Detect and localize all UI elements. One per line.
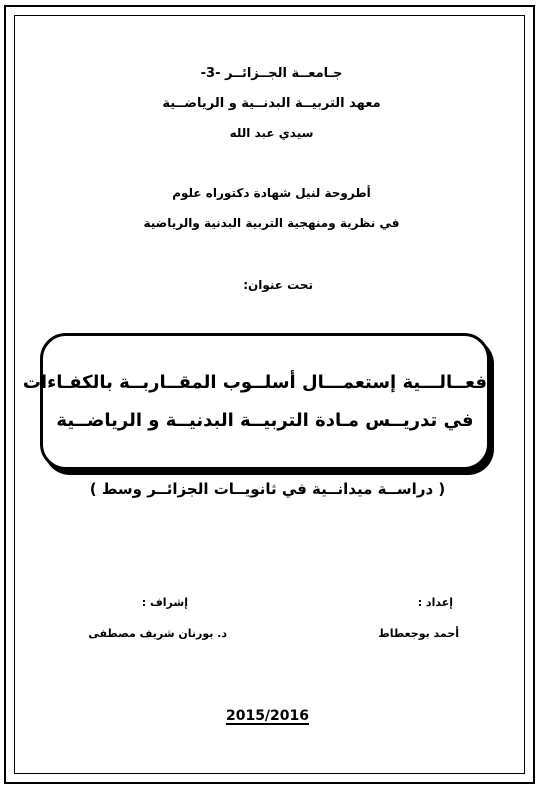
academic-year-text: 2015/2016 [225, 708, 310, 724]
university-name: جـامعــة الجــزائــر -3- [200, 66, 343, 81]
prepared-by-label: إعداد : [417, 596, 453, 609]
city-name: سيدي عبد الله [229, 126, 314, 140]
supervision-label: إشراف : [141, 596, 188, 609]
student-name: أحمد بوجعطاط [378, 627, 459, 640]
title-line-2: في تدريــس مـادة التربيــة البدنيــة و الرياضــية [56, 410, 474, 431]
study-subtitle: ( دراســة ميدانــية في ثانويــات الجزائــر وسط ) [89, 480, 446, 498]
thesis-degree: أطروحة لنيل شهادة دكتوراه علوم [172, 186, 371, 200]
institute-name: معهد التربيــة البدنــية و الرياضــية [162, 96, 381, 111]
under-title-label: تحت عنوان: [243, 278, 313, 292]
title-line-1: فعــالـــية إستعمـــال أسلــوب المقــاربــة بالكفـاءات [22, 372, 487, 393]
academic-year [0, 708, 535, 724]
title-box [22, 333, 490, 470]
thesis-field: في نظرية ومنهجية التربية البدنية والرياضية [143, 216, 400, 230]
supervisor-name: د. بورنان شريف مصطفى [88, 627, 227, 640]
